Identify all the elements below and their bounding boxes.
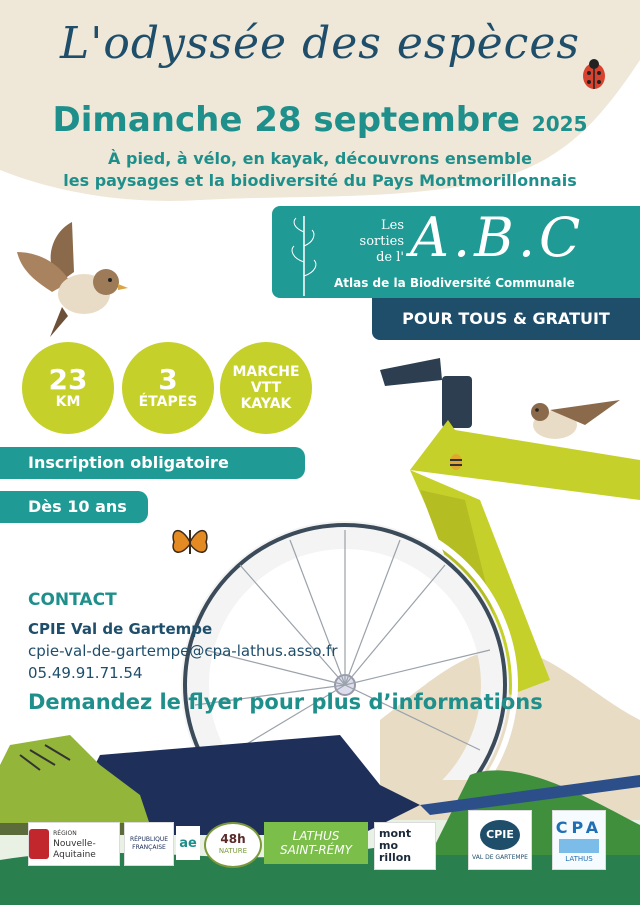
butterfly-icon xyxy=(170,524,210,560)
stat-stages-value: 3 xyxy=(158,363,178,396)
logo-cpa-lathus xyxy=(552,810,606,870)
event-date xyxy=(0,100,640,140)
stat-distance-unit: KM xyxy=(55,394,81,410)
ladybug-icon xyxy=(578,56,610,92)
logo-lathus-line-1: LATHUS xyxy=(292,829,340,843)
logo-cpie xyxy=(468,810,532,870)
free-banner: POUR TOUS & GRATUIT xyxy=(372,298,640,340)
logo-lathus-line-2: SAINT-RÉMY xyxy=(280,843,352,857)
abc-small-text xyxy=(340,218,404,266)
logo-48h: 48h xyxy=(220,832,246,846)
event-date-main: Dimanche 28 septembre xyxy=(52,100,520,140)
stat-distance-value: 23 xyxy=(48,363,88,396)
abc-atlas: Atlas de la Biodiversité Communale xyxy=(334,276,575,290)
contact-org: CPIE Val de Gartempe xyxy=(28,620,213,638)
plant-icon xyxy=(284,212,324,296)
age-pill: Dès 10 ans xyxy=(0,491,148,523)
page-title: L'odyssée des espèces xyxy=(60,18,580,69)
logo-republique-text: RÉPUBLIQUE FRANÇAISE xyxy=(129,836,169,851)
logo-republique xyxy=(124,822,174,866)
logo-48h-sub: NATURE xyxy=(218,847,248,855)
sparrow-flying-icon xyxy=(12,212,132,342)
abc-title: A.B.C xyxy=(410,206,585,269)
stat-activity-2: VTT xyxy=(250,380,282,396)
logo-region-name: Nouvelle-Aquitaine xyxy=(53,838,96,860)
stat-distance xyxy=(22,342,114,434)
contact-heading: CONTACT xyxy=(28,590,117,610)
logo-mont-2: mo xyxy=(379,839,399,852)
logo-mont-3: rillon xyxy=(379,851,412,864)
stat-stages-unit: ÉTAPES xyxy=(138,394,198,410)
stat-activity-1: MARCHE xyxy=(232,364,300,380)
abc-small-line-1: Les sorties xyxy=(359,218,404,249)
logo-48h-nature xyxy=(204,822,262,868)
logo-region-small: RÉGION xyxy=(53,829,77,837)
flyer-callout: Demandez le flyer pour plus d’informations xyxy=(28,690,543,714)
logo-cpie-text: CPIE xyxy=(480,820,520,850)
inscription-pill: Inscription obligatoire xyxy=(0,447,305,479)
subtitle-line-2: les paysages et la biodiversité du Pays Montmorillonnais xyxy=(63,171,577,190)
subtitle-line-1: À pied, à vélo, en kayak, découvrons ensemble xyxy=(108,149,532,168)
logo-montmorillon xyxy=(374,822,436,870)
contact-phone[interactable]: 05.49.91.71.54 xyxy=(28,664,143,682)
event-year: 2025 xyxy=(531,112,588,136)
region-shield-icon xyxy=(29,829,49,859)
stat-activities xyxy=(220,342,312,434)
cpa-wave-icon xyxy=(559,839,599,853)
logo-mont-1: mont xyxy=(379,827,412,840)
subtitle xyxy=(0,148,640,192)
contact-email[interactable]: cpie-val-de-gartempe@cpa-lathus.asso.fr xyxy=(28,642,338,660)
logo-cpa-sub: LATHUS xyxy=(565,854,593,863)
stat-activity-3: KAYAK xyxy=(240,396,292,412)
stat-stages xyxy=(122,342,214,434)
logo-ae: ae xyxy=(176,826,200,860)
logo-nouvelle-aquitaine xyxy=(28,822,120,866)
logo-lathus-saint-remy xyxy=(264,822,368,864)
abc-small-line-2: de l' xyxy=(376,250,404,265)
logo-cpa-text: CPA xyxy=(555,817,603,837)
logo-cpie-sub: VAL DE GARTEMPE xyxy=(472,853,528,861)
